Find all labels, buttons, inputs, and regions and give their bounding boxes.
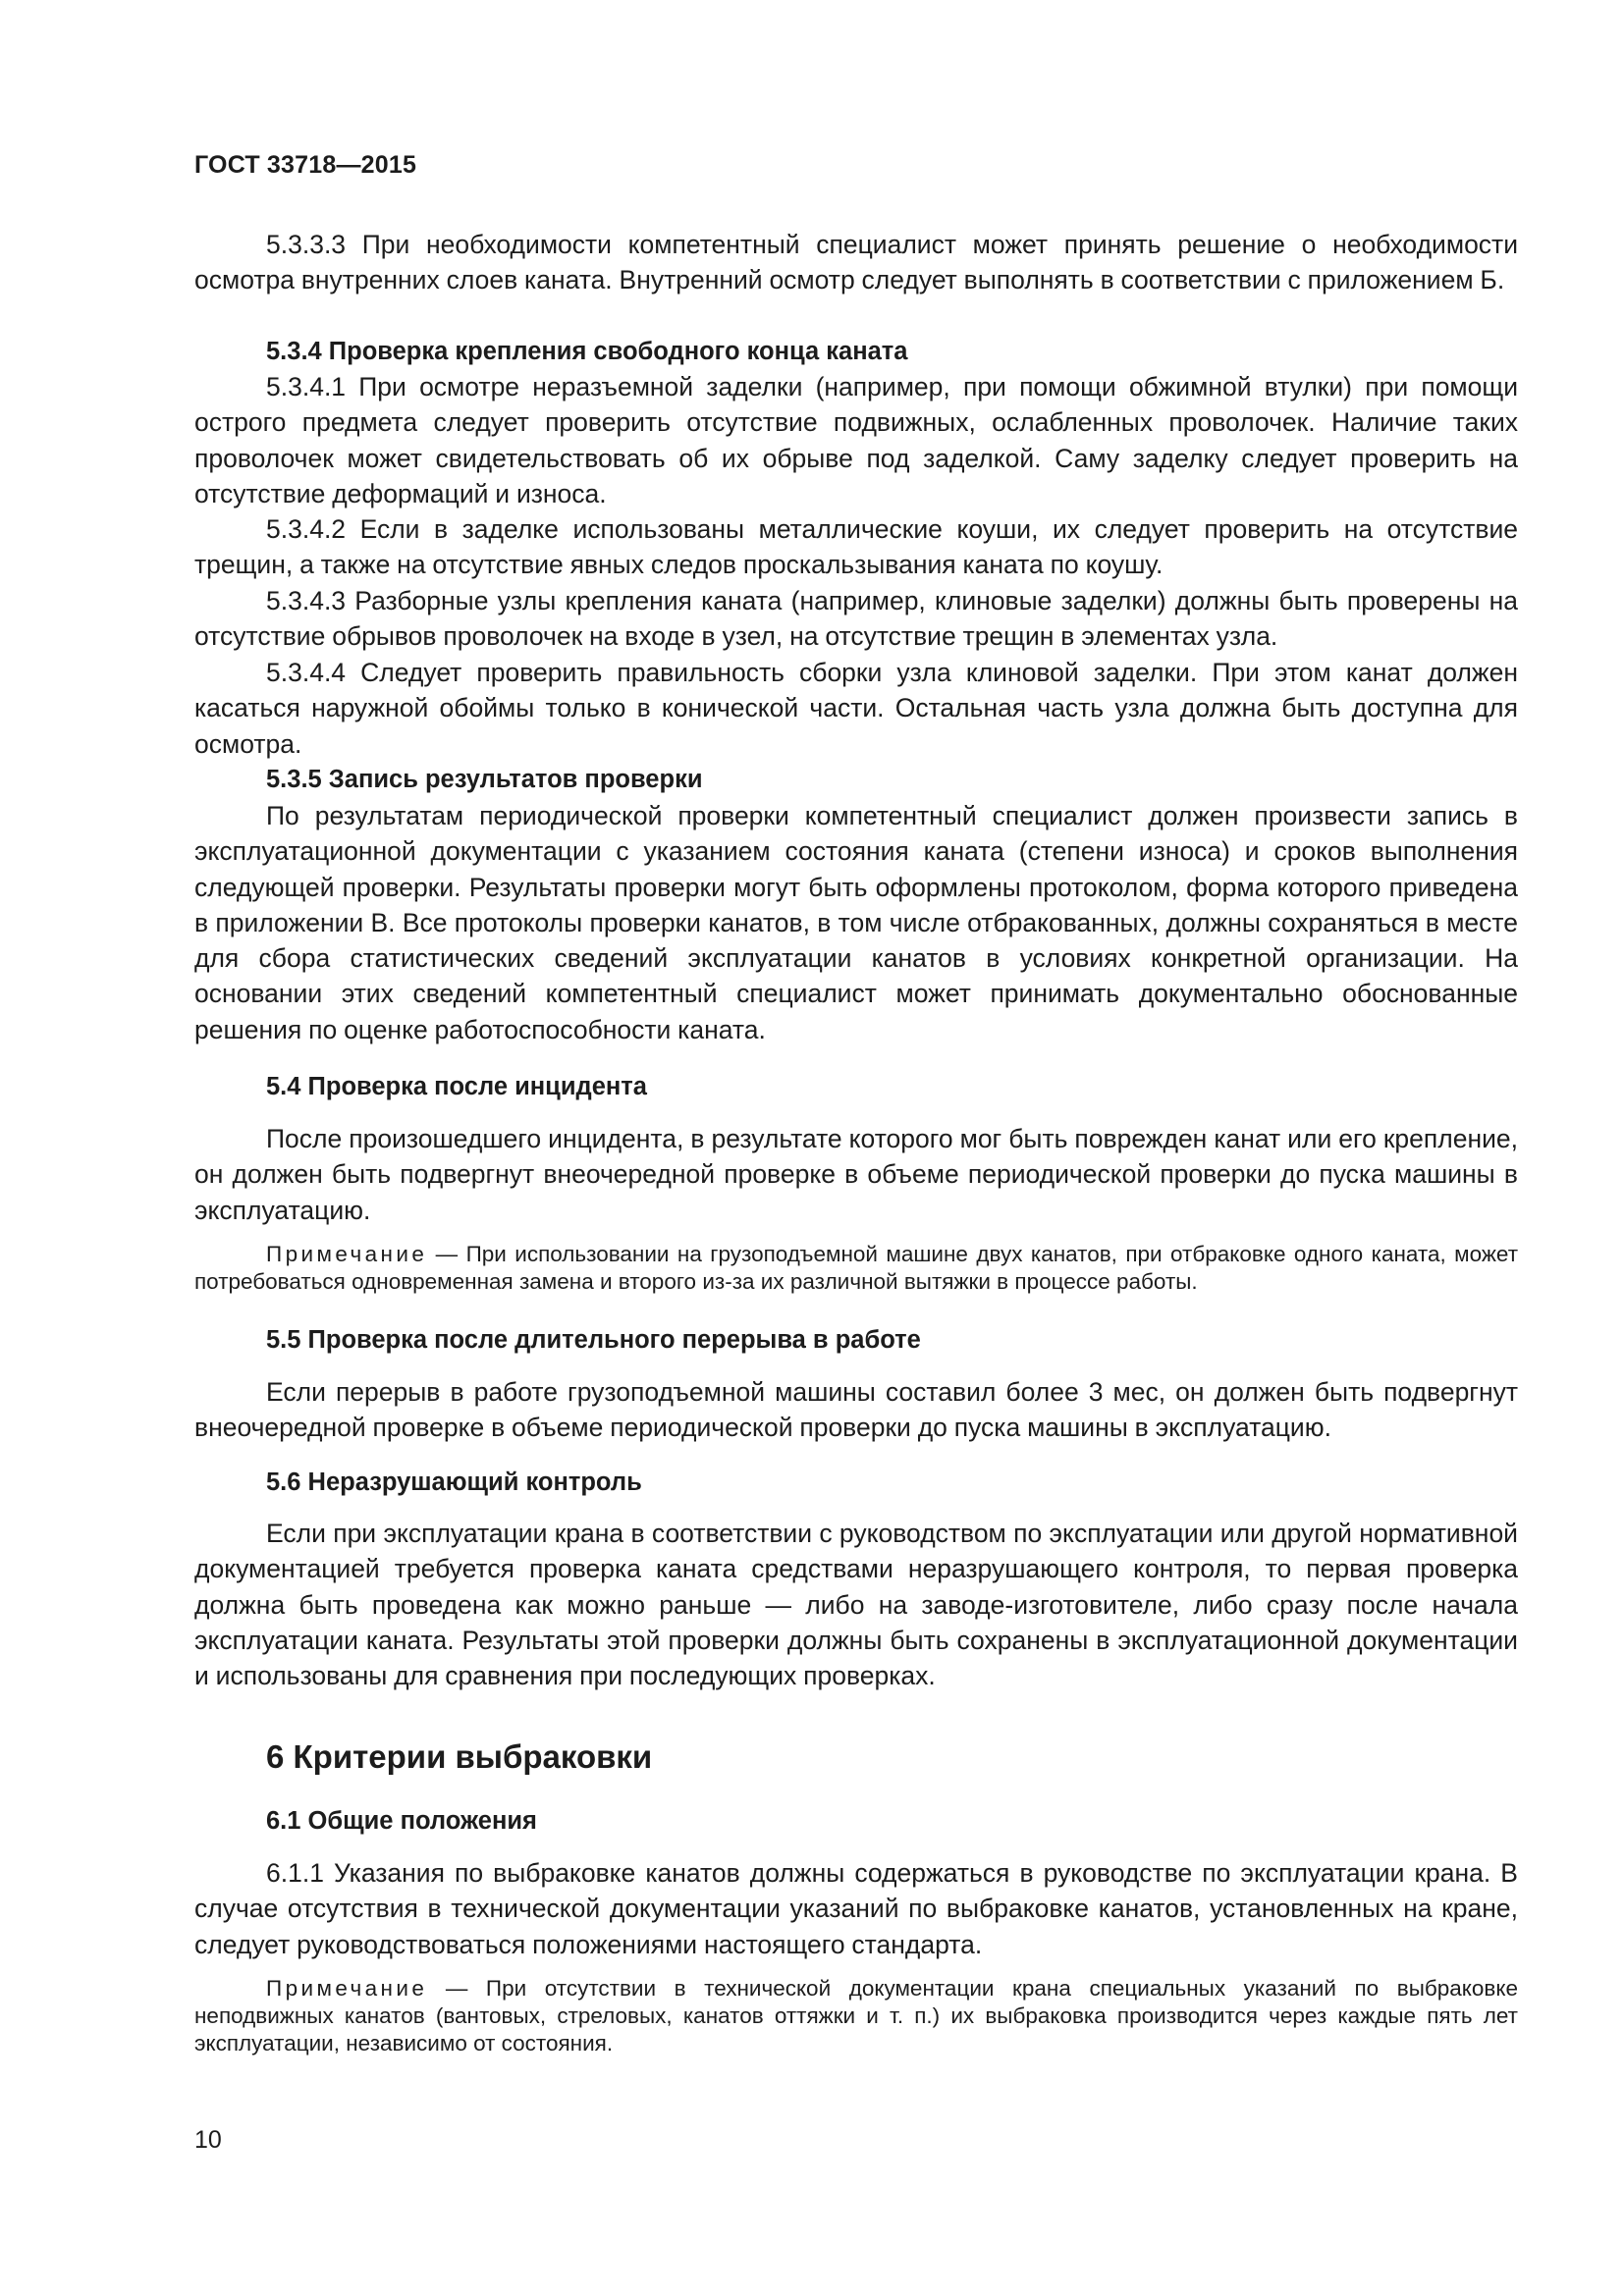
heading-5-4: 5.4 Проверка после инцидента <box>266 1073 647 1100</box>
paragraph-5-3-4-3: 5.3.4.3 Разборные узлы крепления каната (например, клиновые заделки) должны быть проверены на отсутствие обрывов проволочек на входе в узел, на отсутствие трещин в элементах узла. <box>194 586 1518 652</box>
document-id: ГОСТ 33718—2015 <box>194 151 417 179</box>
heading-5-3-5: 5.3.5 Запись результатов проверки <box>266 766 703 793</box>
paragraph-5-3-5: По результатам периодической проверки компетентный специалист должен произвести запись в эксплуатационной документации с указанием состояния каната (степени износа) и сроков выполнения следующей проверки. Результаты проверки могут быть оформлены протоколом, форма которого приведена в приложении В. Все протоколы проверки канатов, в том числе отбракованных, должны сохраняться в месте для сбора статистических сведений эксплуатации канатов в условиях конкретной организации. На основании этих сведений компетентный специалист может принимать документально обоснованные решения по оценке работоспособности каната. <box>194 801 1518 1044</box>
note-label: Примечание <box>266 1242 428 1266</box>
note-label: Примечание <box>266 1976 428 2001</box>
paragraph-5-3-3-3: 5.3.3.3 При необходимости компетентный специалист может принять решение о необходимости осмотра внутренних слоев каната. Внутренний осмотр следует выполнять в соответствии с приложением Б. <box>194 230 1518 295</box>
heading-5-3-4: 5.3.4 Проверка крепления свободного конца каната <box>266 338 908 365</box>
paragraph-5-3-4-1: 5.3.4.1 При осмотре неразъемной заделки (например, при помощи обжимной втулки) при помощи острого предмета следует проверить отсутствие подвижных, ослабленных проволочек. Наличие таких проволочек может свидетельствовать об их обрыве под заделкой. Саму заделку следует проверить на отсутствие деформаций и износа. <box>194 372 1518 508</box>
paragraph-5-4: После произошедшего инцидента, в результате которого мог быть поврежден канат или его крепление, он должен быть подвергнут внеочередной проверке в объеме периодической проверки до пуска машины в эксплуатацию. <box>194 1124 1518 1225</box>
paragraph-5-6: Если при эксплуатации крана в соответствии с руководством по эксплуатации или другой нормативной документацией требуется проверка каната средствами неразрушающего контроля, то первая проверка должна быть проведена как можно раньше — либо на заводе-изготовителе, либо сразу после начала эксплуатации каната. Результаты этой проверки должны быть сохранены в эксплуатационной документации и использованы для сравнения при последующих проверках. <box>194 1519 1518 1691</box>
note-text: — При использовании на грузоподъемной машине двух канатов, при отбраковке одного каната, может потребоваться одновременная замена и второго из-за их различной вытяжки в процессе работы. <box>194 1242 1518 1294</box>
note-text: — При отсутствии в технической документации крана специальных указаний по выбраковке неподвижных канатов (вантовых, стреловых, канатов оттяжки и т. п.) их выбраковка производится через каждые пять лет эксплуатации, независимо от состояния. <box>194 1976 1518 2056</box>
heading-section-6: 6 Критерии выбраковки <box>266 1738 653 1775</box>
paragraph-6-1-1: 6.1.1 Указания по выбраковке канатов должны содержаться в руководстве по эксплуатации крана. В случае отсутствия в технической документации указаний по выбраковке канатов, установленных на кране, следует руководствоваться положениями настоящего стандарта. <box>194 1858 1518 1959</box>
heading-5-5: 5.5 Проверка после длительного перерыва в работе <box>266 1326 921 1354</box>
paragraph-5-3-4-2: 5.3.4.2 Если в заделке использованы металлические коуши, их следует проверить на отсутствие трещин, а также на отсутствие явных следов проскальзывания каната по коушу. <box>194 514 1518 580</box>
page-number: 10 <box>194 2126 222 2154</box>
heading-5-6: 5.6 Неразрушающий контроль <box>266 1468 642 1496</box>
heading-6-1: 6.1 Общие положения <box>266 1807 537 1835</box>
paragraph-5-3-4-4: 5.3.4.4 Следует проверить правильность сборки узла клиновой заделки. При этом канат должен касаться наружной обоймы только в конической части. Остальная часть узла должна быть доступна для осмотра. <box>194 658 1518 759</box>
note-5-4 <box>194 1241 1518 1296</box>
paragraph-5-5: Если перерыв в работе грузоподъемной машины составил более 3 мес, он должен быть подвергнут внеочередной проверке в объеме периодической проверки до пуска машины в эксплуатацию. <box>194 1377 1518 1443</box>
note-6-1 <box>194 1975 1518 2057</box>
